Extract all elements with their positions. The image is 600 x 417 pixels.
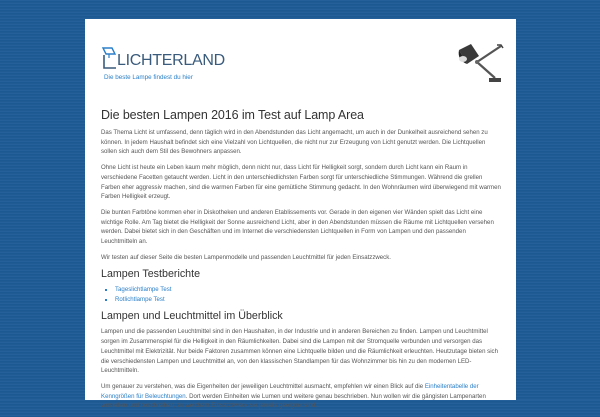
overview-paragraph-2: [101, 382, 501, 411]
overview-text-pre: Um genauer zu verstehen, was die Eigenheiten der jeweiligen Leuchtmittel ausmacht, empfehlen wir einen Blick auf die: [101, 382, 425, 390]
logo-text: LICHTERLAND: [117, 52, 225, 69]
section-title-ueberblick: Lampen und Leuchtmittel im Überblick: [101, 310, 283, 323]
site-logo[interactable]: [100, 44, 240, 84]
link-tageslichtlampe-test[interactable]: Tageslichtlampe Test: [115, 286, 172, 294]
link-rotlichtlampe-test[interactable]: Rotlichtlampe Test: [115, 295, 165, 303]
intro-paragraph-1: Das Thema Licht ist umfassend, denn täglich wird in den Abendstunden das Licht angemacht, um auch in der Dunkelheit ausreichend sehen zu können. In jedem Haushalt befindet sich eine Vielzahl von Lichtquellen, die nicht nur zur Erzeugung von Licht genutzt werden. Die Lichtquellen sollen sich auch dem Stil des Bewohners anpassen.: [101, 129, 488, 156]
intro-paragraph-3: Die bunten Farbtöne kommen eher in Diskotheken und anderen Etablissements vor. Gerade in den eigenen vier Wänden spielt das Licht eine wichtige Rolle. Am Tag bietet die Helligkeit der Sonne ausreichend Licht, aber in den Abendstunden müssen die Räume mit Lichtquellen versehen werden. Dabei bietet sich in den Geschäften und im Internet die verschiedensten Lichtquellen in Form von Lampen und den passenden Leuchtmitteln an.: [101, 208, 494, 246]
lamp-logo-icon: [100, 46, 118, 70]
list-item: [115, 285, 501, 295]
section-title-testberichte: Lampen Testberichte: [101, 268, 201, 281]
page-container: [85, 19, 516, 410]
testberichte-list: [101, 285, 501, 304]
page-title: Die besten Lampen 2016 im Test auf Lamp Area: [101, 108, 364, 122]
list-item: [115, 295, 501, 305]
desk-lamp-icon: [449, 42, 504, 92]
intro-paragraph-4: Wir testen auf dieser Seite die besten Lampenmodelle und passenden Leuchtmittel für jeden Einsatzzweck.: [101, 253, 391, 261]
overview-text-post: . Dort werden Einheiten wie Lumen und weitere genau beschrieben. Nun wollen wir die gängisten Lampenarten vorstellen und beschreiben, zu welchem Einsatzzweck sie jeweils geeignet sind.: [101, 392, 486, 410]
site-tagline: Die beste Lampe findest du hier: [104, 74, 193, 81]
link-einheitentabelle[interactable]: Einheitentabelle der Kenngrößen für Beleuchtungen: [101, 382, 479, 400]
intro-paragraph-2: Ohne Licht ist heute ein Leben kaum mehr möglich, denn nicht nur, dass Licht für Helligkeit sorgt, sondern durch Licht kann ein Raum in verschiedene Facetten getaucht werden. Licht in den unterschiedlichsten Farben sorgt für unterschiedliche Stimmungen. Während die grellen Farben eher aggressiv machen, sind die warmen Farben für eine gemütliche Stimmung gedacht. In den Wohnräumen wird überwiegend mit warmen Farben Helligkeit erzeugt.: [101, 164, 501, 201]
main-content: [101, 108, 501, 417]
overview-paragraph-1: Lampen und die passenden Leuchtmittel sind in den Haushalten, in der Industrie und in anderen Bereichen zu finden. Lampen und Leuchtmittel sorgen im Zusammenspiel für die Helligkeit in den Räumlichkeiten. Dabei sind die Lampen mit der Stromquelle verbunden und versorgen das Leuchtmittel mit Elektrizität. Nur beide Faktoren zusammen können eine Lichtquelle bilden und die Räumlichkeit erleuchten. Heutzutage bieten sich die verschiedensten Lampen und Leuchtmittel an, von den klassischen Standlampen für das Wohnzimmer bis hin zu den modernen LED-Leuchtmitteln.: [101, 328, 498, 375]
